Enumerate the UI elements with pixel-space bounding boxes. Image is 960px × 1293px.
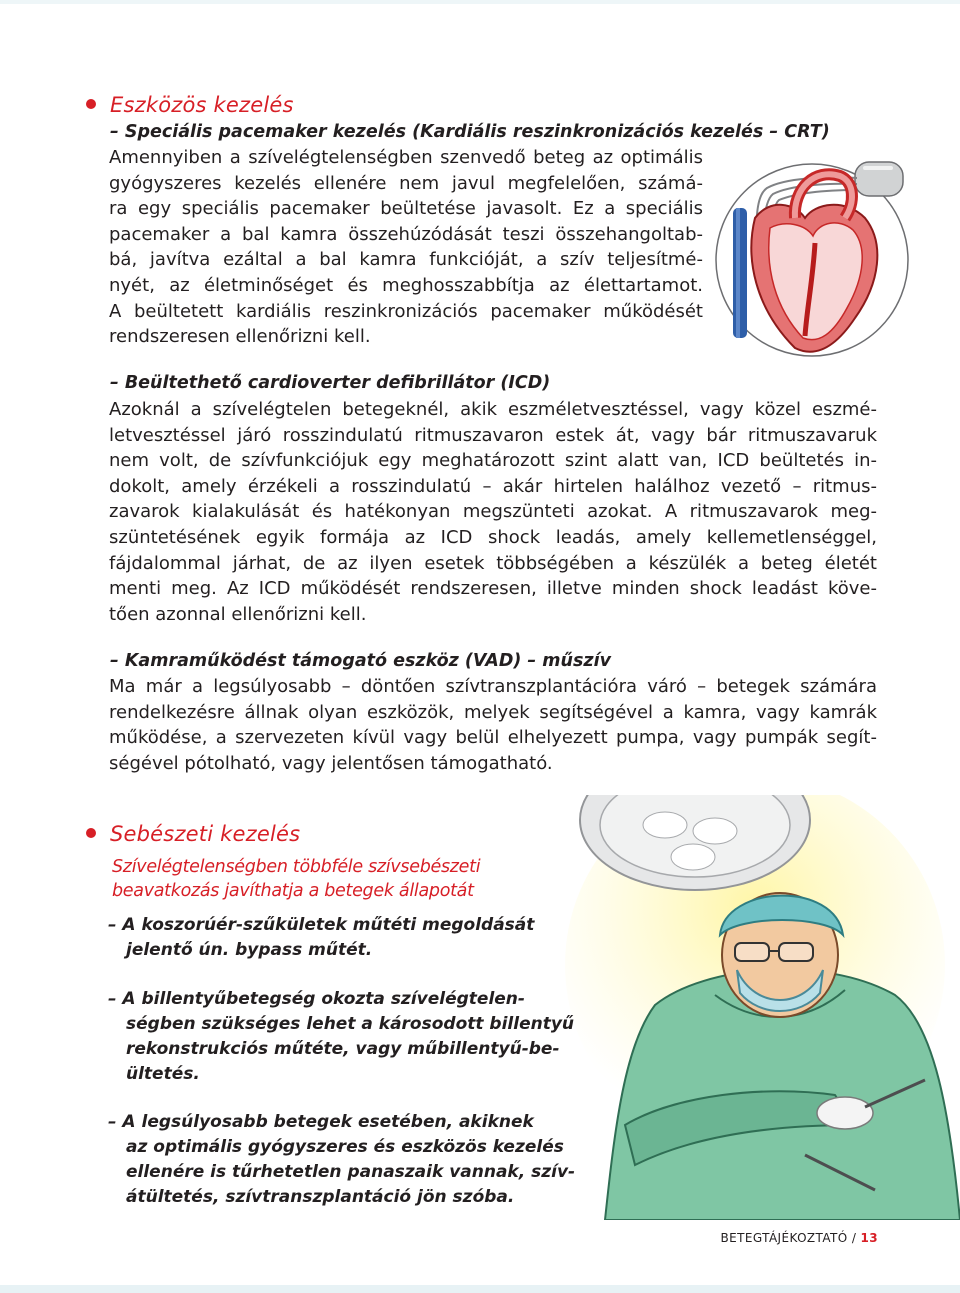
- crt-line: Amennyiben a szívelégtelenségben szenvedő beteg az optimális: [109, 147, 703, 168]
- surgery-item-line: rekonstrukciós műtéte, vagy műbillentyű-be-: [126, 1039, 560, 1059]
- surgery-item-line: ültetés.: [126, 1064, 200, 1084]
- icd-line: Azoknál a szívelégtelen betegeknél, akik eszméletvesztéssel, vagy közel eszmé-: [109, 399, 877, 420]
- icd-line: szüntetésének egyik formája az ICD shock leadás, amely kellemetlenséggel,: [109, 526, 877, 548]
- surgeon-illustration: [565, 795, 960, 1220]
- surgery-item-line: – A legsúlyosabb betegek esetében, akiknek: [108, 1112, 534, 1132]
- heart-pacemaker-illustration: [715, 148, 920, 370]
- footer-label: BETEGTÁJÉKOZTATÓ: [720, 1231, 848, 1245]
- bullet-icon: [86, 99, 96, 109]
- icd-line: menti meg. Az ICD működését rendszeresen, illetve minden shock leadást köve-: [109, 578, 877, 600]
- vad-line: ségével pótolható, vagy jelentősen támogatható.: [109, 752, 553, 774]
- surgery-item-line: ségben szükséges lehet a károsodott billentyű: [126, 1014, 575, 1034]
- surgery-item-line: – A koszorúér-szűkületek műtéti megoldását: [108, 915, 535, 935]
- crt-line: pacemaker a bal kamra összehúzódását teszi összehangoltab-: [109, 223, 703, 245]
- surgery-item-line: az optimális gyógyszeres és eszközös kezelés: [126, 1137, 564, 1157]
- vad-title: – Kamraműködést támogató eszköz (VAD) – műszív: [110, 651, 611, 671]
- crt-paragraph: [109, 145, 703, 350]
- vad-line: működése, a szervezeten kívül vagy belül elhelyezett pumpa, vagy pumpák segít-: [109, 727, 877, 749]
- crt-line: bá, javítva ezáltal a bal kamra funkcióját, a szív teljesítmé-: [109, 249, 703, 271]
- top-strip: [0, 0, 960, 4]
- crt-line: ra egy speciális pacemaker beültetése javasolt. Ez a speciális: [109, 198, 703, 220]
- vad-line: Ma már a legsúlyosabb – döntően szívtranszplantációra váró – betegek számára: [109, 676, 877, 697]
- crt-line: gyógyszeres kezelés ellenére nem javul megfelelően, számá-: [109, 172, 703, 194]
- page-footer: [721, 1231, 878, 1245]
- section-heading-sebeszeti: Sebészeti kezelés: [110, 822, 301, 846]
- surgery-item-line: átültetés, szívtranszplantáció jön szóba.: [126, 1187, 515, 1207]
- intro-line: Szívelégtelenségben többféle szívsebészeti: [112, 857, 481, 877]
- footer-separator: /: [851, 1231, 857, 1245]
- crt-line: rendszeresen ellenőrizni kell.: [109, 326, 371, 348]
- crt-line: A beültetett kardiális reszinkronizációs pacemaker működését: [109, 300, 703, 322]
- surgery-item-line: ellenére is tűrhetetlen panaszaik vannak, szív-: [126, 1162, 576, 1182]
- page-number: 13: [860, 1231, 878, 1245]
- vad-paragraph: [109, 674, 877, 776]
- icd-paragraph: [109, 397, 877, 627]
- surgery-item: [108, 913, 534, 963]
- surgery-item: [108, 1110, 575, 1210]
- icd-title: – Beültethető cardioverter defibrillátor (ICD): [110, 373, 551, 393]
- crt-line: nyét, az életminőséget és meghosszabbítja az élettartamot.: [109, 274, 703, 296]
- surgery-item-line: – A billentyűbetegség okozta szívelégtelen-: [108, 989, 525, 1009]
- bottom-strip: [0, 1285, 960, 1293]
- section-heading-eszkozos: Eszközös kezelés: [110, 93, 294, 117]
- icd-line: dokolt, amely érzékeli a rosszindulatú – akár hirtelen halálhoz vezető – ritmus-: [109, 475, 877, 497]
- surgery-item: [108, 987, 574, 1087]
- icd-line: zavarok kialakulását és hatékonyan megszünteti azokat. A ritmuszavarok meg-: [109, 501, 877, 523]
- icd-line: fájdalommal járhat, de az ilyen esetek többségében a készülék a beteg életét: [109, 552, 877, 574]
- bullet-icon: [86, 828, 96, 838]
- icd-line: nem volt, de szívfunkciójuk egy meghatározott szint alatt van, ICD beültetés in-: [109, 450, 877, 472]
- intro-line: beavatkozás javíthatja a betegek állapotát: [112, 881, 474, 901]
- vad-line: rendelkezésre állnak olyan eszközök, melyek segítségével a kamra, vagy kamrák: [109, 701, 877, 723]
- sebeszeti-intro: [112, 855, 480, 903]
- icd-line: letvesztéssel járó rosszindulatú ritmuszavaron estek át, vagy bár ritmuszavaruk: [109, 424, 877, 446]
- gloved-hand: [817, 1097, 873, 1129]
- icd-line: tően azonnal ellenőrizni kell.: [109, 603, 367, 625]
- crt-title: – Speciális pacemaker kezelés (Kardiális reszinkronizációs kezelés – CRT): [110, 122, 830, 142]
- surgery-item-line: jelentő ún. bypass műtét.: [126, 940, 373, 960]
